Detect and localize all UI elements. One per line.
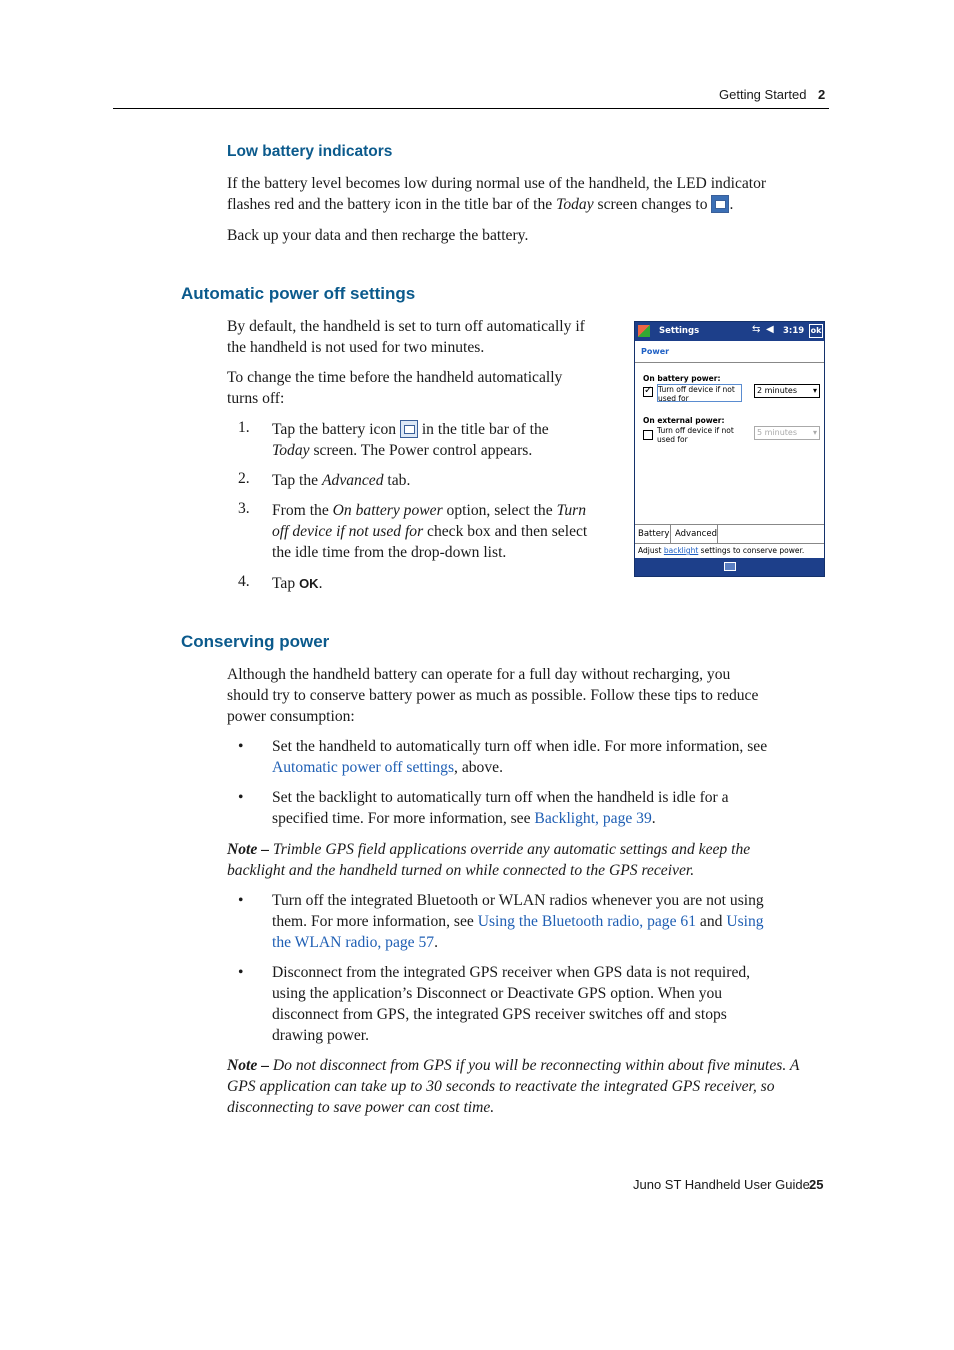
keyboard-icon[interactable] xyxy=(724,562,736,571)
battery-idle-select[interactable]: 2 minutes ▾ xyxy=(754,384,820,398)
bullet-backlight: Set the backlight to automatically turn off when the handheld is idle for a specified time. For more information, see Backlight, page 39. xyxy=(272,789,729,827)
battery-turnoff-label[interactable]: Turn off device if not used for xyxy=(657,384,742,402)
connectivity-icon[interactable]: ⇆ xyxy=(752,324,761,335)
step-4: Tap OK. xyxy=(272,575,323,592)
link-wlan[interactable]: Using xyxy=(726,913,764,930)
step-2: Tap the Advanced tab. xyxy=(272,472,411,489)
running-header-chapter: 2 xyxy=(818,87,826,102)
battery-low-icon xyxy=(711,195,729,213)
volume-icon[interactable]: ◀ xyxy=(766,324,774,335)
bullet-mark: • xyxy=(238,892,244,909)
footer-title: Juno ST Handheld User Guide xyxy=(633,1177,810,1192)
link-automatic-power-off[interactable]: Automatic power off settings xyxy=(272,759,455,776)
device-menu-bar xyxy=(635,558,824,576)
auto-power-change: To change the time before the handheld automatically turns off: xyxy=(227,369,563,407)
text-line: If the battery level becomes low during normal use of the handheld, the LED indicator xyxy=(227,175,767,192)
link-backlight[interactable]: Backlight, page 39 xyxy=(534,810,652,827)
page-number: 25 xyxy=(809,1177,824,1192)
device-section-title: Power xyxy=(641,347,670,356)
tab-advanced[interactable]: Advanced xyxy=(671,525,718,543)
bullet-mark: • xyxy=(238,738,244,755)
external-power-label: On external power: xyxy=(643,416,725,425)
step-1: Tap the battery icon in the title bar of the Today screen. The Power control appears. xyxy=(272,421,549,459)
battery-icon xyxy=(400,420,418,438)
backlight-link[interactable]: backlight xyxy=(663,546,699,555)
heading-automatic-power-off: Automatic power off settings xyxy=(181,284,416,303)
link-wlan[interactable]: the WLAN radio, page 57 xyxy=(272,934,435,951)
device-hint-bar: Adjust backlight settings to conserve power. xyxy=(635,543,824,558)
bullet-mark: • xyxy=(238,964,244,981)
battery-turnoff-checkbox[interactable]: ✓ xyxy=(644,385,653,396)
external-turnoff-label[interactable]: Turn off device if not used for xyxy=(657,426,734,444)
step-number: 4. xyxy=(238,573,250,590)
low-battery-paragraph xyxy=(227,173,837,215)
windows-flag-icon[interactable] xyxy=(638,325,650,337)
device-title: Settings xyxy=(659,326,700,336)
conserving-intro: Although the handheld battery can operate for a full day without recharging, you should try to conserve battery power as much as possible. Follow these tips to reduce power consumption: xyxy=(227,666,759,725)
device-title-bar xyxy=(635,322,824,341)
external-idle-select[interactable]: 5 minutes ▾ xyxy=(754,426,820,440)
power-settings-screenshot xyxy=(634,321,825,577)
heading-low-battery: Low battery indicators xyxy=(227,143,393,160)
auto-power-intro: By default, the handheld is set to turn off automatically if the handheld is not used for two minutes. xyxy=(227,318,585,356)
text-line: flashes red and the battery icon in the title bar of the Today screen changes to . xyxy=(227,196,734,213)
step-number: 1. xyxy=(238,419,250,436)
note-gps-reconnect: Note – Do not disconnect from GPS if you will be reconnecting within about five minutes. A GPS application can take up to 30 seconds to reactivate the integrated GPS receiver, so disconnecting to save power can cost time. xyxy=(227,1057,800,1116)
heading-conserving-power: Conserving power xyxy=(181,632,330,651)
running-header-title: Getting Started xyxy=(719,87,807,102)
step-number: 2. xyxy=(238,470,250,487)
step-3: From the On battery power option, select the Turn off device if not used for check box and then select the idle time from the drop-down list. xyxy=(272,502,588,561)
external-turnoff-checkbox[interactable] xyxy=(643,430,653,440)
device-time: 3:19 xyxy=(783,326,805,336)
bullet-gps-disconnect: Disconnect from the integrated GPS receiver when GPS data is not required, using the application’s Disconnect or Deactivate GPS option. When you disconnect from GPS, the integrated GPS receiver switches off and stops drawing power. xyxy=(272,964,751,1044)
device-tab-strip xyxy=(635,524,824,543)
device-divider xyxy=(635,362,824,363)
link-bluetooth[interactable]: Using the Bluetooth radio, page 61 xyxy=(477,913,696,930)
bullet-radios: Turn off the integrated Bluetooth or WLAN radios whenever you are not using them. For more information, see Using the Bluetooth radio, page 61 and Using the WLAN radio, page 57. xyxy=(272,892,764,951)
battery-power-label: On battery power: xyxy=(643,374,721,383)
header-rule xyxy=(113,108,829,109)
device-ok-button[interactable]: ok xyxy=(809,324,823,338)
bullet-auto-off: Set the handheld to automatically turn off when idle. For more information, see Automatic power off settings, above. xyxy=(272,738,768,776)
bullet-mark: • xyxy=(238,789,244,806)
step-number: 3. xyxy=(238,500,250,517)
tab-battery[interactable]: Battery xyxy=(635,525,671,543)
note-gps-applications: Note – Trimble GPS field applications override any automatic settings and keep the backlight and the handheld turned on while connected to the GPS receiver. xyxy=(227,841,751,879)
low-battery-backup: Back up your data and then recharge the battery. xyxy=(227,227,529,244)
